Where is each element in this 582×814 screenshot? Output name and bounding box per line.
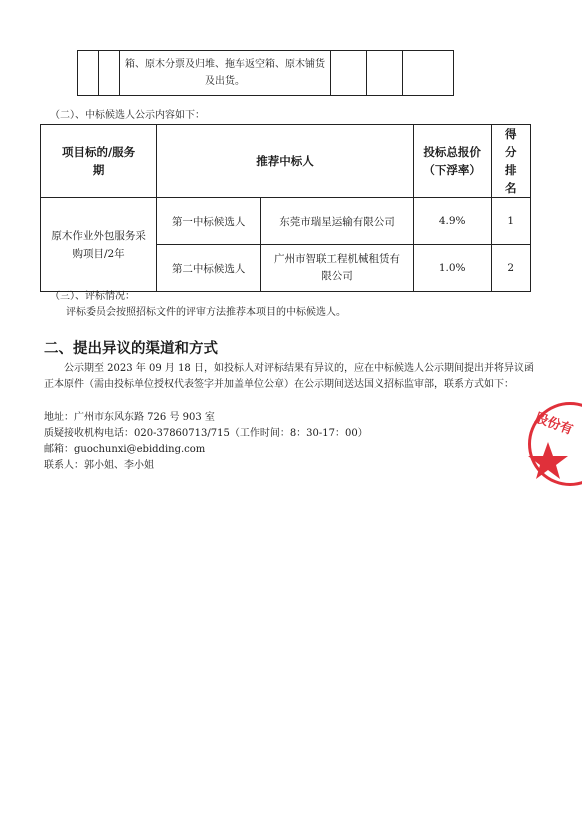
- table-cell: [99, 51, 120, 96]
- candidate-rank: 2: [491, 245, 530, 292]
- table-cell: [120, 51, 331, 96]
- header-rank: 得分排名: [491, 125, 530, 198]
- continued-table: [77, 50, 454, 96]
- candidate-rank: 1: [491, 198, 530, 245]
- candidate-company: 东莞市瑞星运输有限公司: [261, 198, 414, 245]
- review-text: 评标委员会按照招标文件的评审方法推荐本项目的中标候选人。: [66, 307, 346, 318]
- candidate-rate: 4.9%: [413, 198, 491, 245]
- header-recommended: 推荐中标人: [157, 125, 414, 198]
- address-line: 地址：广州市东风东路 726 号 903 室: [44, 412, 215, 423]
- contact-line: 联系人：郭小姐、李小姐: [44, 460, 154, 471]
- candidate-label: 第一中标候选人: [157, 198, 261, 245]
- seal-text: 股份有: [532, 410, 575, 439]
- candidate-table: [40, 124, 531, 292]
- table-cell: [403, 51, 454, 96]
- phone-line: 质疑接收机构电话：020-37860713/715（工作时间：8：30-17：00）: [44, 428, 368, 439]
- table-cell: [367, 51, 403, 96]
- header-project: 项目标的/服务期: [41, 125, 157, 198]
- candidate-rate: 1.0%: [413, 245, 491, 292]
- email-line: 邮箱：guochunxi@ebidding.com: [44, 444, 206, 455]
- table-cell: [78, 51, 99, 96]
- section-heading-review: （三）、评标情况：: [50, 291, 135, 302]
- candidate-company: 广州市智联工程机械租赁有限公司: [261, 245, 414, 292]
- objection-paragraph: 公示期至 2023 年 09 月 18 日，如投标人对评标结果有异议的，应在中标候选人公示期间提出并将异议函正本原件（需由投标单位授权代表签字并加盖单位公章）在公示期间送达国义招标监审部，联系方式如下：: [44, 363, 534, 390]
- table-row: [41, 198, 531, 245]
- candidate-label: 第二中标候选人: [157, 245, 261, 292]
- header-bid-price: 投标总报价（下浮率）: [413, 125, 491, 198]
- remark-text: 箱、原木分票及归堆、拖车返空箱、原木铺货及出货。: [125, 59, 325, 87]
- objection-title: 二、提出异议的渠道和方式: [44, 341, 218, 357]
- table-cell: [331, 51, 367, 96]
- section-heading-candidates: （二）、中标候选人公示内容如下：: [50, 110, 205, 121]
- project-cell: 原木作业外包服务采购项目/2年: [41, 198, 157, 292]
- company-seal: [528, 402, 582, 486]
